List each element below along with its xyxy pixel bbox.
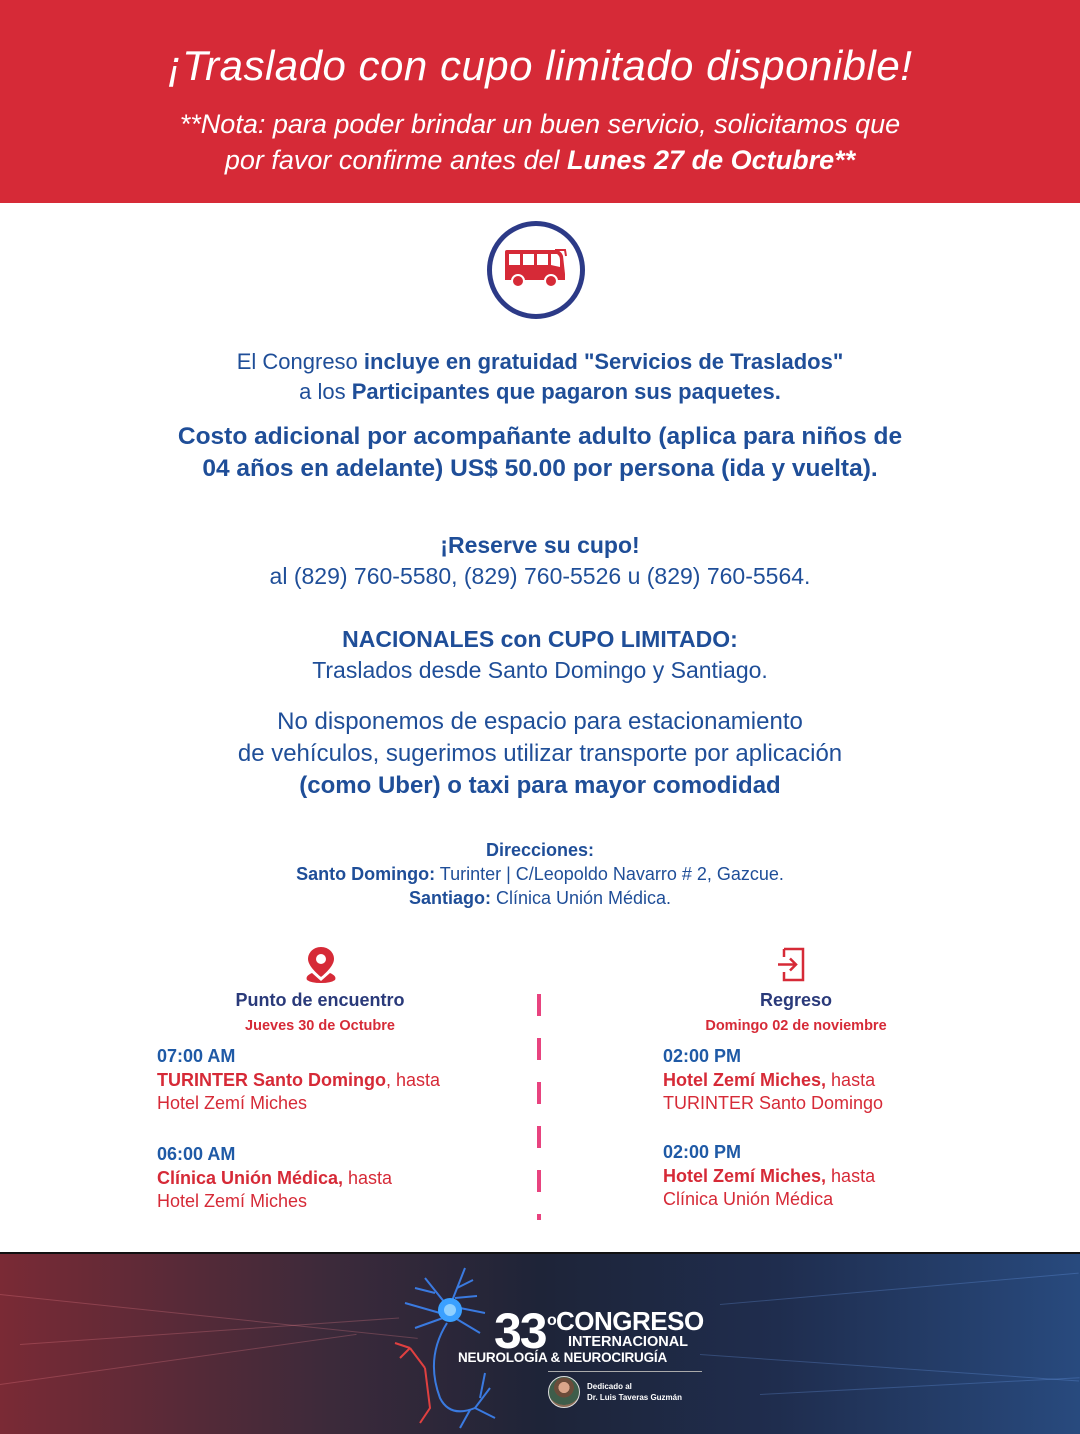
departure-date: Jueves 30 de Octubre (245, 1018, 395, 1034)
congress-number: 33 (494, 1303, 546, 1359)
bus-icon-circle (487, 221, 585, 319)
decorative-strand (760, 1377, 1080, 1395)
trip-origin: Clínica Unión Médica, (157, 1167, 344, 1188)
parking-line2: de vehículos, sugerimos utilizar transporte por aplicación (237, 740, 843, 767)
decorative-strand (720, 1273, 1079, 1305)
direction-value: Turinter | C/Leopoldo Navarro # 2, Gazcue. (435, 864, 784, 884)
trip-destination: TURINTER Santo Domingo (663, 1093, 884, 1113)
directions-section (0, 838, 1080, 910)
congress-footer-banner (0, 1252, 1080, 1434)
trip-origin: Hotel Zemí Miches, (663, 1069, 827, 1090)
sign-in-arrow-icon (777, 947, 817, 987)
trip-destination: Hotel Zemí Miches (157, 1093, 308, 1113)
map-pin-icon (303, 945, 343, 985)
header-note (0, 106, 1080, 178)
intro-text-plain: a los (299, 379, 352, 404)
congress-specialty: NEUROLOGÍA & NEUROCIRUGÍA (458, 1350, 668, 1365)
return-date: Domingo 02 de noviembre (705, 1018, 887, 1034)
trip-item (663, 1141, 875, 1212)
header-note-line1: **Nota: para poder brindar un buen servicio, solicitamos que (179, 109, 901, 139)
cost-line1: Costo adicional por acompañante adulto (aplica para niños de (177, 423, 903, 450)
trip-origin: TURINTER Santo Domingo (157, 1069, 386, 1090)
cost-line2: 04 años en adelante) US$ 50.00 por persona (ida y vuelta). (202, 455, 878, 482)
dedication-line1: Dedicado al (587, 1382, 632, 1391)
reserve-phones: al (829) 760-5580, (829) 760-5526 u (829) 760-5564. (269, 563, 811, 589)
direction-value: Clínica Unión Médica. (490, 888, 672, 908)
trip-item (157, 1143, 392, 1214)
header-banner (0, 0, 1080, 203)
trip-item (663, 1045, 883, 1116)
intro-text-plain: El Congreso (236, 349, 364, 374)
additional-cost-text (0, 421, 1080, 485)
congress-title: CONGRESO (556, 1306, 704, 1336)
parking-line3: (como Uber) o taxi para mayor comodidad (299, 772, 781, 799)
reserve-section (0, 530, 1080, 592)
congress-ordinal: o (547, 1312, 557, 1329)
trip-hasta: hasta (343, 1167, 393, 1188)
intro-text-bold: incluye en gratuidad "Servicios de Traslados" (363, 349, 844, 374)
trip-time: 02:00 PM (663, 1046, 742, 1066)
directions-santiago (0, 886, 1080, 910)
intro-line2 (0, 377, 1080, 407)
nacionales-section (0, 624, 1080, 686)
trip-hasta: , hasta (385, 1069, 441, 1090)
note-text: por favor confirme antes del (224, 145, 568, 175)
dedication-line2: Dr. Luis Taveras Guzmán (587, 1393, 682, 1402)
trip-destination: Hotel Zemí Miches (157, 1191, 308, 1211)
trip-time: 02:00 PM (663, 1142, 742, 1162)
decorative-strand (700, 1354, 1079, 1382)
parking-line1: No disponemos de espacio para estacionamiento (277, 708, 803, 735)
departure-heading: Punto de encuentro (235, 990, 405, 1010)
direction-label: Santo Domingo: (296, 864, 436, 884)
dedication (587, 1381, 682, 1403)
intro-text-bold: Participantes que pagaron sus paquetes. (351, 379, 781, 404)
parking-notice (0, 706, 1080, 802)
trip-time: 07:00 AM (157, 1046, 236, 1066)
header-note-line2 (0, 142, 1080, 178)
return-heading: Regreso (759, 990, 833, 1010)
nacionales-text: Traslados desde Santo Domingo y Santiago. (312, 657, 768, 683)
column-divider (537, 994, 541, 1220)
directions-santo-domingo (0, 862, 1080, 886)
trip-time: 06:00 AM (157, 1144, 236, 1164)
direction-label: Santiago: (408, 888, 491, 908)
reserve-title: ¡Reserve su cupo! (440, 532, 640, 558)
trip-destination: Clínica Unión Médica (663, 1189, 834, 1209)
footer-divider (548, 1371, 702, 1372)
directions-title: Direcciones: (485, 840, 595, 860)
honoree-portrait (548, 1376, 580, 1408)
congress-subtitle: INTERNACIONAL (568, 1334, 689, 1350)
decorative-strand (0, 1294, 418, 1339)
trip-item (157, 1045, 440, 1116)
note-deadline: Lunes 27 de Octubre** (567, 145, 856, 175)
decorative-strand (20, 1317, 399, 1345)
trip-hasta: hasta (826, 1165, 876, 1186)
nacionales-title: NACIONALES con CUPO LIMITADO: (342, 626, 738, 652)
intro-line1 (0, 347, 1080, 377)
bus-icon (503, 248, 569, 290)
trip-origin: Hotel Zemí Miches, (663, 1165, 827, 1186)
intro-text (0, 347, 1080, 407)
trip-hasta: hasta (826, 1069, 876, 1090)
neuron-logo-icon (385, 1258, 505, 1432)
page-title: ¡Traslado con cupo limitado disponible! (167, 42, 913, 89)
